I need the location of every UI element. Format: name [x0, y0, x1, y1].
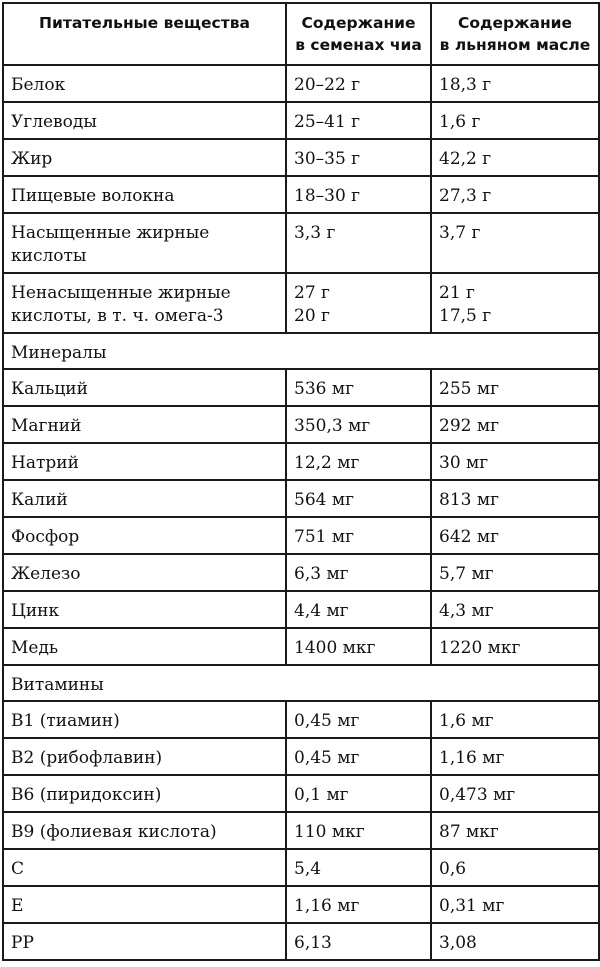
- cell-line: 42,2 г: [439, 149, 492, 169]
- cell-line: 255 мг: [439, 379, 499, 399]
- chia-value-cell: [286, 554, 431, 591]
- cell-line: 813 мг: [439, 490, 499, 510]
- table-row: [3, 480, 599, 517]
- cell-line: 0,1 мг: [294, 785, 349, 805]
- nutrient-name-cell: [3, 554, 286, 591]
- table-row: [3, 886, 599, 923]
- table-row: [3, 213, 599, 273]
- chia-value-cell: [286, 480, 431, 517]
- flax-oil-value-cell: [431, 369, 599, 406]
- cell-line: 3,7 г: [439, 223, 481, 243]
- flax-oil-value-cell: [431, 102, 599, 139]
- cell-line: 12,2 мг: [294, 453, 360, 473]
- flax-oil-value-cell: [431, 139, 599, 176]
- cell-line: 20 г: [294, 306, 330, 326]
- cell-line: 751 мг: [294, 527, 354, 547]
- section-title: Минералы: [3, 333, 599, 369]
- table-row: [3, 65, 599, 102]
- table-row: [3, 591, 599, 628]
- cell-line: кислоты: [11, 246, 87, 266]
- flax-oil-value-cell: [431, 886, 599, 923]
- cell-line: 536 мг: [294, 379, 354, 399]
- header-nutrients: [3, 3, 286, 65]
- chia-value-cell: [286, 738, 431, 775]
- header-chia-seeds: [286, 3, 431, 65]
- nutrient-name-cell: [3, 273, 286, 333]
- cell-line: 5,4: [294, 859, 322, 879]
- cell-line: Фосфор: [11, 527, 80, 547]
- cell-line: 1400 мкг: [294, 638, 376, 658]
- nutrient-name-cell: [3, 628, 286, 665]
- cell-line: 21 г: [439, 283, 475, 303]
- cell-line: 564 мг: [294, 490, 354, 510]
- cell-line: 25–41 г: [294, 112, 361, 132]
- chia-value-cell: [286, 701, 431, 738]
- cell-line: Магний: [11, 416, 82, 436]
- cell-line: PP: [11, 933, 34, 953]
- nutrient-name-cell: [3, 886, 286, 923]
- cell-line: 87 мкг: [439, 822, 499, 842]
- header-row: [3, 3, 599, 65]
- cell-line: Калий: [11, 490, 68, 510]
- cell-line: B9 (фолиевая кислота): [11, 822, 217, 842]
- flax-oil-value-cell: [431, 775, 599, 812]
- cell-line: 0,473 мг: [439, 785, 516, 805]
- cell-line: Жир: [11, 149, 53, 169]
- cell-line: 0,6: [439, 859, 467, 879]
- chia-value-cell: [286, 273, 431, 333]
- flax-oil-value-cell: [431, 213, 599, 273]
- flax-oil-value-cell: [431, 517, 599, 554]
- cell-line: Цинк: [11, 601, 60, 621]
- cell-line: Углеводы: [11, 112, 97, 132]
- nutrient-name-cell: [3, 213, 286, 273]
- table-row: [3, 775, 599, 812]
- cell-line: Натрий: [11, 453, 79, 473]
- table-row: [3, 369, 599, 406]
- table-row: [3, 139, 599, 176]
- cell-line: Железо: [11, 564, 81, 584]
- cell-line: Содержание: [457, 14, 573, 32]
- table-row: [3, 273, 599, 333]
- chia-value-cell: [286, 849, 431, 886]
- chia-value-cell: [286, 65, 431, 102]
- flax-oil-value-cell: [431, 443, 599, 480]
- cell-line: B2 (рибофлавин): [11, 748, 163, 768]
- cell-line: Пищевые волокна: [11, 186, 175, 206]
- cell-line: 27 г: [294, 283, 330, 303]
- nutrient-name-cell: [3, 443, 286, 480]
- nutrition-comparison-table: [2, 2, 600, 961]
- cell-line: 17,5 г: [439, 306, 492, 326]
- flax-oil-value-cell: [431, 480, 599, 517]
- table-row: [3, 701, 599, 738]
- chia-value-cell: [286, 812, 431, 849]
- nutrient-name-cell: [3, 369, 286, 406]
- flax-oil-value-cell: [431, 273, 599, 333]
- cell-line: 3,08: [439, 933, 477, 953]
- table-row: [3, 176, 599, 213]
- cell-line: в льняном масле: [439, 36, 591, 54]
- flax-oil-value-cell: [431, 406, 599, 443]
- cell-line: 30 мг: [439, 453, 489, 473]
- cell-line: 18,3 г: [439, 75, 492, 95]
- chia-value-cell: [286, 923, 431, 960]
- table-row: [3, 923, 599, 960]
- cell-line: E: [11, 896, 24, 916]
- section-row: [3, 665, 599, 701]
- table-row: [3, 443, 599, 480]
- cell-line: Насыщенные жирные: [11, 223, 210, 243]
- flax-oil-value-cell: [431, 812, 599, 849]
- flax-oil-value-cell: [431, 628, 599, 665]
- nutrient-name-cell: [3, 591, 286, 628]
- flax-oil-value-cell: [431, 591, 599, 628]
- table-row: [3, 554, 599, 591]
- nutrient-name-cell: [3, 102, 286, 139]
- cell-line: 4,4 мг: [294, 601, 349, 621]
- chia-value-cell: [286, 102, 431, 139]
- cell-line: 1,6 г: [439, 112, 481, 132]
- nutrient-name-cell: [3, 738, 286, 775]
- cell-line: 0,45 мг: [294, 711, 360, 731]
- chia-value-cell: [286, 591, 431, 628]
- table-body: [3, 65, 599, 960]
- cell-line: 1220 мкг: [439, 638, 521, 658]
- cell-line: 4,3 мг: [439, 601, 494, 621]
- cell-line: 18–30 г: [294, 186, 361, 206]
- cell-line: 6,13: [294, 933, 332, 953]
- nutrient-name-cell: [3, 176, 286, 213]
- table-row: [3, 849, 599, 886]
- cell-line: B6 (пиридоксин): [11, 785, 162, 805]
- chia-value-cell: [286, 443, 431, 480]
- table-row: [3, 102, 599, 139]
- chia-value-cell: [286, 139, 431, 176]
- nutrient-name-cell: [3, 406, 286, 443]
- table-row: [3, 738, 599, 775]
- chia-value-cell: [286, 213, 431, 273]
- cell-line: 1,16 мг: [439, 748, 505, 768]
- nutrient-name-cell: [3, 849, 286, 886]
- flax-oil-value-cell: [431, 849, 599, 886]
- cell-line: 3,3 г: [294, 223, 336, 243]
- cell-line: 6,3 мг: [294, 564, 349, 584]
- flax-oil-value-cell: [431, 65, 599, 102]
- cell-line: Медь: [11, 638, 59, 658]
- chia-value-cell: [286, 628, 431, 665]
- nutrient-name-cell: [3, 775, 286, 812]
- cell-line: 642 мг: [439, 527, 499, 547]
- flax-oil-value-cell: [431, 176, 599, 213]
- table-header: [3, 3, 599, 65]
- cell-line: Ненасыщенные жирные: [11, 283, 231, 303]
- cell-line: Кальций: [11, 379, 88, 399]
- cell-line: Белок: [11, 75, 66, 95]
- nutrient-name-cell: [3, 923, 286, 960]
- cell-line: 27,3 г: [439, 186, 492, 206]
- cell-line: 5,7 мг: [439, 564, 494, 584]
- section-title: Витамины: [3, 665, 599, 701]
- chia-value-cell: [286, 886, 431, 923]
- cell-line: B1 (тиамин): [11, 711, 120, 731]
- chia-value-cell: [286, 775, 431, 812]
- cell-line: 1,16 мг: [294, 896, 360, 916]
- cell-line: 20–22 г: [294, 75, 361, 95]
- chia-value-cell: [286, 406, 431, 443]
- cell-line: Содержание: [301, 14, 416, 32]
- chia-value-cell: [286, 517, 431, 554]
- cell-line: кислоты, в т. ч. омега-3: [11, 306, 224, 326]
- flax-oil-value-cell: [431, 701, 599, 738]
- nutrient-name-cell: [3, 65, 286, 102]
- cell-line: 0,45 мг: [294, 748, 360, 768]
- cell-line: 110 мкг: [294, 822, 365, 842]
- cell-line: 0,31 мг: [439, 896, 505, 916]
- cell-line: Питательные вещества: [39, 14, 250, 32]
- cell-line: 30–35 г: [294, 149, 361, 169]
- section-row: [3, 333, 599, 369]
- cell-line: в семенах чиа: [295, 36, 422, 54]
- table-row: [3, 406, 599, 443]
- flax-oil-value-cell: [431, 738, 599, 775]
- nutrient-name-cell: [3, 139, 286, 176]
- cell-line: 292 мг: [439, 416, 499, 436]
- chia-value-cell: [286, 369, 431, 406]
- header-flaxseed-oil: [431, 3, 599, 65]
- cell-line: 350,3 мг: [294, 416, 371, 436]
- cell-line: C: [11, 859, 25, 879]
- flax-oil-value-cell: [431, 554, 599, 591]
- nutrient-name-cell: [3, 480, 286, 517]
- table-row: [3, 812, 599, 849]
- flax-oil-value-cell: [431, 923, 599, 960]
- chia-value-cell: [286, 176, 431, 213]
- table-row: [3, 517, 599, 554]
- nutrient-name-cell: [3, 701, 286, 738]
- nutrient-name-cell: [3, 517, 286, 554]
- table-row: [3, 628, 599, 665]
- nutrient-name-cell: [3, 812, 286, 849]
- cell-line: 1,6 мг: [439, 711, 494, 731]
